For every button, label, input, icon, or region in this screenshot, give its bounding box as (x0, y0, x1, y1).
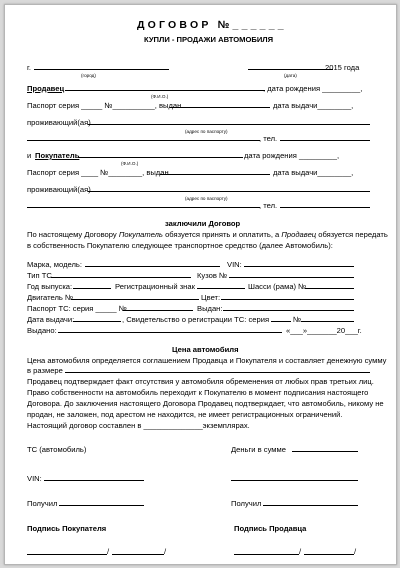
year-text: 2015 года (325, 63, 360, 72)
buyer-address-field[interactable] (88, 191, 370, 192)
seller-birth-label: , дата рождения _________, (263, 84, 363, 93)
agreement-text-a: По настоящему Договору (27, 230, 117, 239)
buyer-fio-hint: (Ф.И.О.) (121, 161, 139, 166)
price-line-5: Договора. До заключения настоящего Договора Продавец подтверждает, что автомобиль, никому не (27, 399, 384, 408)
price-line-3: Продавец подтверждает факт отсутствия у автомобиля обременения от любых прав третьих лиц. (27, 377, 374, 386)
buyer-address-field-2[interactable] (27, 207, 260, 208)
vin-field[interactable] (244, 266, 354, 267)
issued2-field[interactable] (58, 332, 282, 333)
price-line-1: Цена автомобиля определяется соглашением Продавца и Покупателя и составляет денежную сумму (27, 356, 387, 365)
seller-address-field[interactable] (88, 124, 370, 125)
color-field[interactable] (221, 299, 354, 300)
body-label: Кузов № (197, 271, 228, 280)
buyer-residence-label: проживающий(ая) (27, 185, 91, 194)
reg-label: Регистрационный знак (115, 282, 195, 291)
date-field[interactable] (248, 69, 333, 70)
buyer-signature-label: Подпись Покупателя (27, 524, 107, 533)
seller-signature-label: Подпись Продавца (234, 524, 307, 533)
type-label: Тип ТС (27, 271, 52, 280)
issued-by-field[interactable] (223, 310, 354, 311)
buyer-name-decode-field[interactable] (112, 554, 164, 555)
price-line-2: в размере (27, 366, 63, 375)
vin2-field[interactable] (44, 480, 144, 481)
make-field[interactable] (85, 266, 220, 267)
seller-name-decode-field[interactable] (304, 554, 354, 555)
seller-phone-field[interactable] (280, 140, 370, 141)
money-field[interactable] (292, 451, 358, 452)
price-amount-field[interactable] (65, 372, 370, 373)
seller-signature-field[interactable] (234, 554, 299, 555)
received-right-label: Получил (231, 499, 262, 508)
date-hint: (дата) (284, 73, 297, 78)
buyer-birth-label: дата рождения _________, (244, 151, 340, 160)
agreement-text-c: обязуется передать (318, 230, 388, 239)
money-label: Деньги в сумме (231, 445, 286, 454)
received-left-label: Получил (27, 499, 58, 508)
vin2-label: VIN: (27, 474, 42, 483)
engine-field[interactable] (71, 299, 199, 300)
make-label: Марка, модель: (27, 260, 82, 269)
issued-by-label: Выдан: (197, 304, 223, 313)
city-prefix: г. (27, 63, 31, 72)
body-field[interactable] (229, 277, 354, 278)
cert-series-field[interactable] (271, 321, 291, 322)
issued2-date: «___»_______20___г. (286, 326, 362, 335)
car-label: ТС (автомобиль) (27, 445, 87, 454)
reg-field[interactable] (197, 288, 245, 289)
buyer-name-field[interactable] (78, 157, 243, 158)
price-heading: Цена автомобиля (172, 345, 239, 354)
seller-phone-label: , тел. (259, 134, 278, 143)
money-words-field[interactable] (231, 480, 358, 481)
engine-label: Двигатель № (27, 293, 74, 302)
seller-address-field-2[interactable] (27, 140, 260, 141)
agreement-text-b: обязуется принять и оплатить, а (165, 230, 280, 239)
buyer-passport-label: Паспорт серия ____ №________, выдан (27, 168, 169, 177)
pts-number-field[interactable] (123, 310, 193, 311)
seller-passport-label: Паспорт серия _____ №__________, выдан (27, 101, 182, 110)
agreement-seller: Продавец (281, 230, 317, 239)
pts-label: Паспорт ТС: серия _____ № (27, 304, 127, 313)
price-line-4: Право собственности на автомобиль переходит к Покупателю в момент подписания настоящего (27, 388, 369, 397)
cert-no-label: № (293, 315, 302, 324)
document-title: ДОГОВОР №______ (137, 19, 287, 31)
seller-issue-date-label: дата выдачи________, (273, 101, 354, 110)
color-label: Цвет: (201, 293, 221, 302)
type-field[interactable] (51, 277, 191, 278)
price-line-7: Настоящий договор составлен в ______________экземплярах. (27, 421, 250, 430)
received-left-field[interactable] (59, 505, 144, 506)
buyer-issue-date-label: дата выдачи________, (273, 168, 354, 177)
agreement-line-2: в собственность Покупателю следующее транспортное средство (далее Автомобиль): (27, 241, 333, 250)
buyer-address-hint: (адрес по паспорту) (185, 196, 228, 201)
seller-residence-label: проживающий(ая) (27, 118, 91, 127)
price-line-6: продан, не заложен, под арестом не находится, не имеет регистрационных ограничений. (27, 410, 343, 419)
agreement-buyer: Покупатель (118, 230, 163, 239)
issue-date-field[interactable] (73, 321, 121, 322)
city-field[interactable] (34, 69, 169, 70)
buyer-signature-slash: / (107, 547, 110, 556)
received-right-field[interactable] (263, 505, 358, 506)
seller-label: Продавец (27, 84, 65, 93)
seller-address-hint: (адрес по паспорту) (185, 129, 228, 134)
buyer-phone-label: , тел. (259, 201, 278, 210)
document-subtitle: КУПЛИ - ПРОДАЖИ АВТОМОБИЛЯ (144, 35, 274, 44)
chassis-label: Шасси (рама) № (248, 282, 307, 291)
buyer-prefix: и (27, 151, 32, 160)
seller-signature-slash-2: / (354, 547, 357, 556)
year-label: Год выпуска: (27, 282, 73, 291)
chassis-field[interactable] (305, 288, 354, 289)
year-field[interactable] (73, 288, 111, 289)
issue-date-label: Дата выдачи: (27, 315, 75, 324)
buyer-label: Покупатель (35, 151, 80, 160)
seller-signature-slash: / (299, 547, 302, 556)
seller-passport-issuer-field[interactable] (170, 107, 270, 108)
contract-page (4, 4, 397, 565)
issued2-label: Выдано: (27, 326, 57, 335)
concluded-heading: заключили Договор (165, 219, 241, 228)
vin-label: VIN: (227, 260, 242, 269)
cert-label: , Свидетельство о регистрации ТС: серия (122, 315, 270, 324)
seller-fio-hint: (Ф.И.О.) (151, 94, 169, 99)
buyer-passport-issuer-field[interactable] (160, 174, 270, 175)
buyer-phone-field[interactable] (280, 207, 370, 208)
cert-number-field[interactable] (301, 321, 354, 322)
buyer-signature-field[interactable] (27, 554, 107, 555)
seller-name-field[interactable] (65, 90, 265, 91)
agreement-line-1 (27, 230, 388, 239)
buyer-signature-slash-2: / (164, 547, 167, 556)
city-hint: (город) (81, 73, 96, 78)
